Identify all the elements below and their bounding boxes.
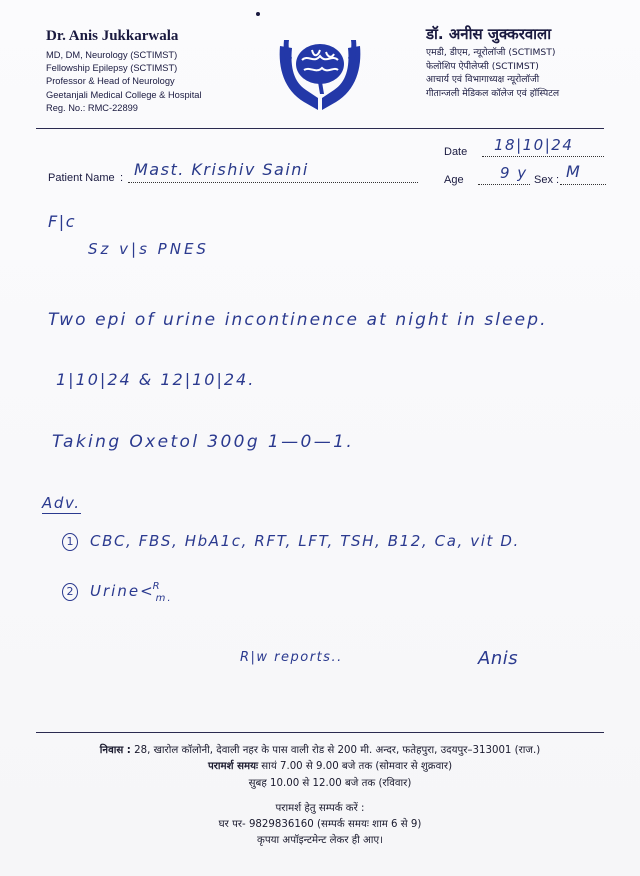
- advice-item-text: CBC, FBS, HbA1c, RFT, LFT, TSH, B12, Ca, vit D.: [90, 532, 520, 550]
- credential-line: Geetanjali Medical College & Hospital: [46, 89, 202, 100]
- advice-item: [62, 532, 520, 551]
- rx-line: Taking Oxetol 300g 1—0—1.: [52, 432, 355, 452]
- date-value: 18|10|24: [494, 136, 574, 154]
- credential-line-hindi: एमडी, डीएम, न्यूरोलॉजी (SCTIMST): [426, 47, 556, 58]
- dot-mark: [256, 12, 260, 16]
- credential-line: Professor & Head of Neurology: [46, 76, 175, 87]
- phone-label: घर पर-: [218, 819, 246, 830]
- address-line: [0, 742, 640, 756]
- brain-in-hands-icon: [274, 28, 366, 116]
- header-divider: [36, 128, 604, 129]
- age-label: Age: [444, 174, 464, 186]
- advice-label-text: Adv.: [42, 494, 81, 512]
- doctor-signature: Anis: [478, 648, 519, 669]
- advice-item-sup: R: [152, 581, 162, 592]
- age-value: 9 y: [500, 164, 528, 182]
- date-label: Date: [444, 146, 468, 158]
- address-label: निवास :: [99, 745, 131, 756]
- followup-note: R|w reports..: [240, 650, 343, 665]
- rx-line: Sz v|s PNES: [88, 240, 209, 258]
- date-line: [482, 156, 604, 157]
- age-line: [478, 184, 530, 185]
- timing-weekday: सायं 7.00 से 9.00 बजे तक (सोमवार से शुक्रवार): [261, 761, 453, 772]
- credential-line: MD, DM, Neurology (SCTIMST): [46, 50, 178, 60]
- timing-sunday: सुबह 10.00 से 12.00 बजे तक (रविवार): [248, 778, 412, 789]
- rx-line: F|c: [48, 212, 77, 231]
- address-text: 28, खारोल कॉलोनी, देवाली नहर के पास वाली रोड से 200 मी. अन्दर, फतेहपुरा, उदयपुर–313001 (राज.): [134, 745, 541, 756]
- contact-title: परामर्श हेतु सम्पर्क करें :: [275, 803, 365, 814]
- phone-line: [0, 816, 640, 830]
- advice-label: [42, 494, 81, 512]
- credential-line-hindi: आचार्य एवं विभागाध्यक्ष न्यूरोलॉजी: [426, 74, 540, 85]
- credential-line-hindi: फेलोशिप ऐपीलेप्सी (SCTIMST): [426, 60, 539, 72]
- item-number: 1: [62, 533, 78, 551]
- registration-number: Reg. No.: RMC-22899: [46, 102, 138, 113]
- rx-line: Two epi of urine incontinence at night in sleep.: [48, 310, 548, 330]
- patient-name-value: Mast. Krishiv Saini: [134, 160, 309, 179]
- advice-item: 2 Urine<$^R_{m.}$: [62, 582, 173, 601]
- doctor-name-hindi: डॉ. अनीस जुक्करवाला: [426, 25, 552, 43]
- phone-number: 9829836160 (सम्पर्क समयः शाम 6 से 9): [248, 819, 422, 830]
- doctor-name: Dr. Anis Jukkarwala: [46, 28, 179, 44]
- credential-line-hindi: गीतान्जली मेडिकल कॉलेज एवं हॉस्पिटल: [426, 87, 560, 99]
- patient-name-label: Patient Name: [48, 172, 115, 184]
- colon: :: [120, 172, 124, 184]
- advice-item-sub: m.: [155, 593, 173, 604]
- timing-line: [10, 758, 640, 772]
- timing-label: परामर्श समयः: [207, 761, 259, 772]
- rx-line: 1|10|24 & 12|10|24.: [56, 370, 256, 389]
- sex-value: M: [566, 162, 582, 181]
- header-right: [426, 24, 626, 100]
- header-left: [46, 28, 276, 115]
- footer-divider: [36, 732, 604, 733]
- appointment-note: कृपया अपॉइन्टमेन्ट लेकर ही आए।: [257, 835, 383, 846]
- patient-name-line: [128, 182, 418, 183]
- sex-label: Sex :: [534, 174, 560, 186]
- sex-line: [560, 184, 606, 185]
- credential-line: Fellowship Epilepsy (SCTIMST): [46, 63, 178, 74]
- advice-item-text: Urine: [90, 582, 141, 600]
- item-number: 2: [62, 583, 78, 601]
